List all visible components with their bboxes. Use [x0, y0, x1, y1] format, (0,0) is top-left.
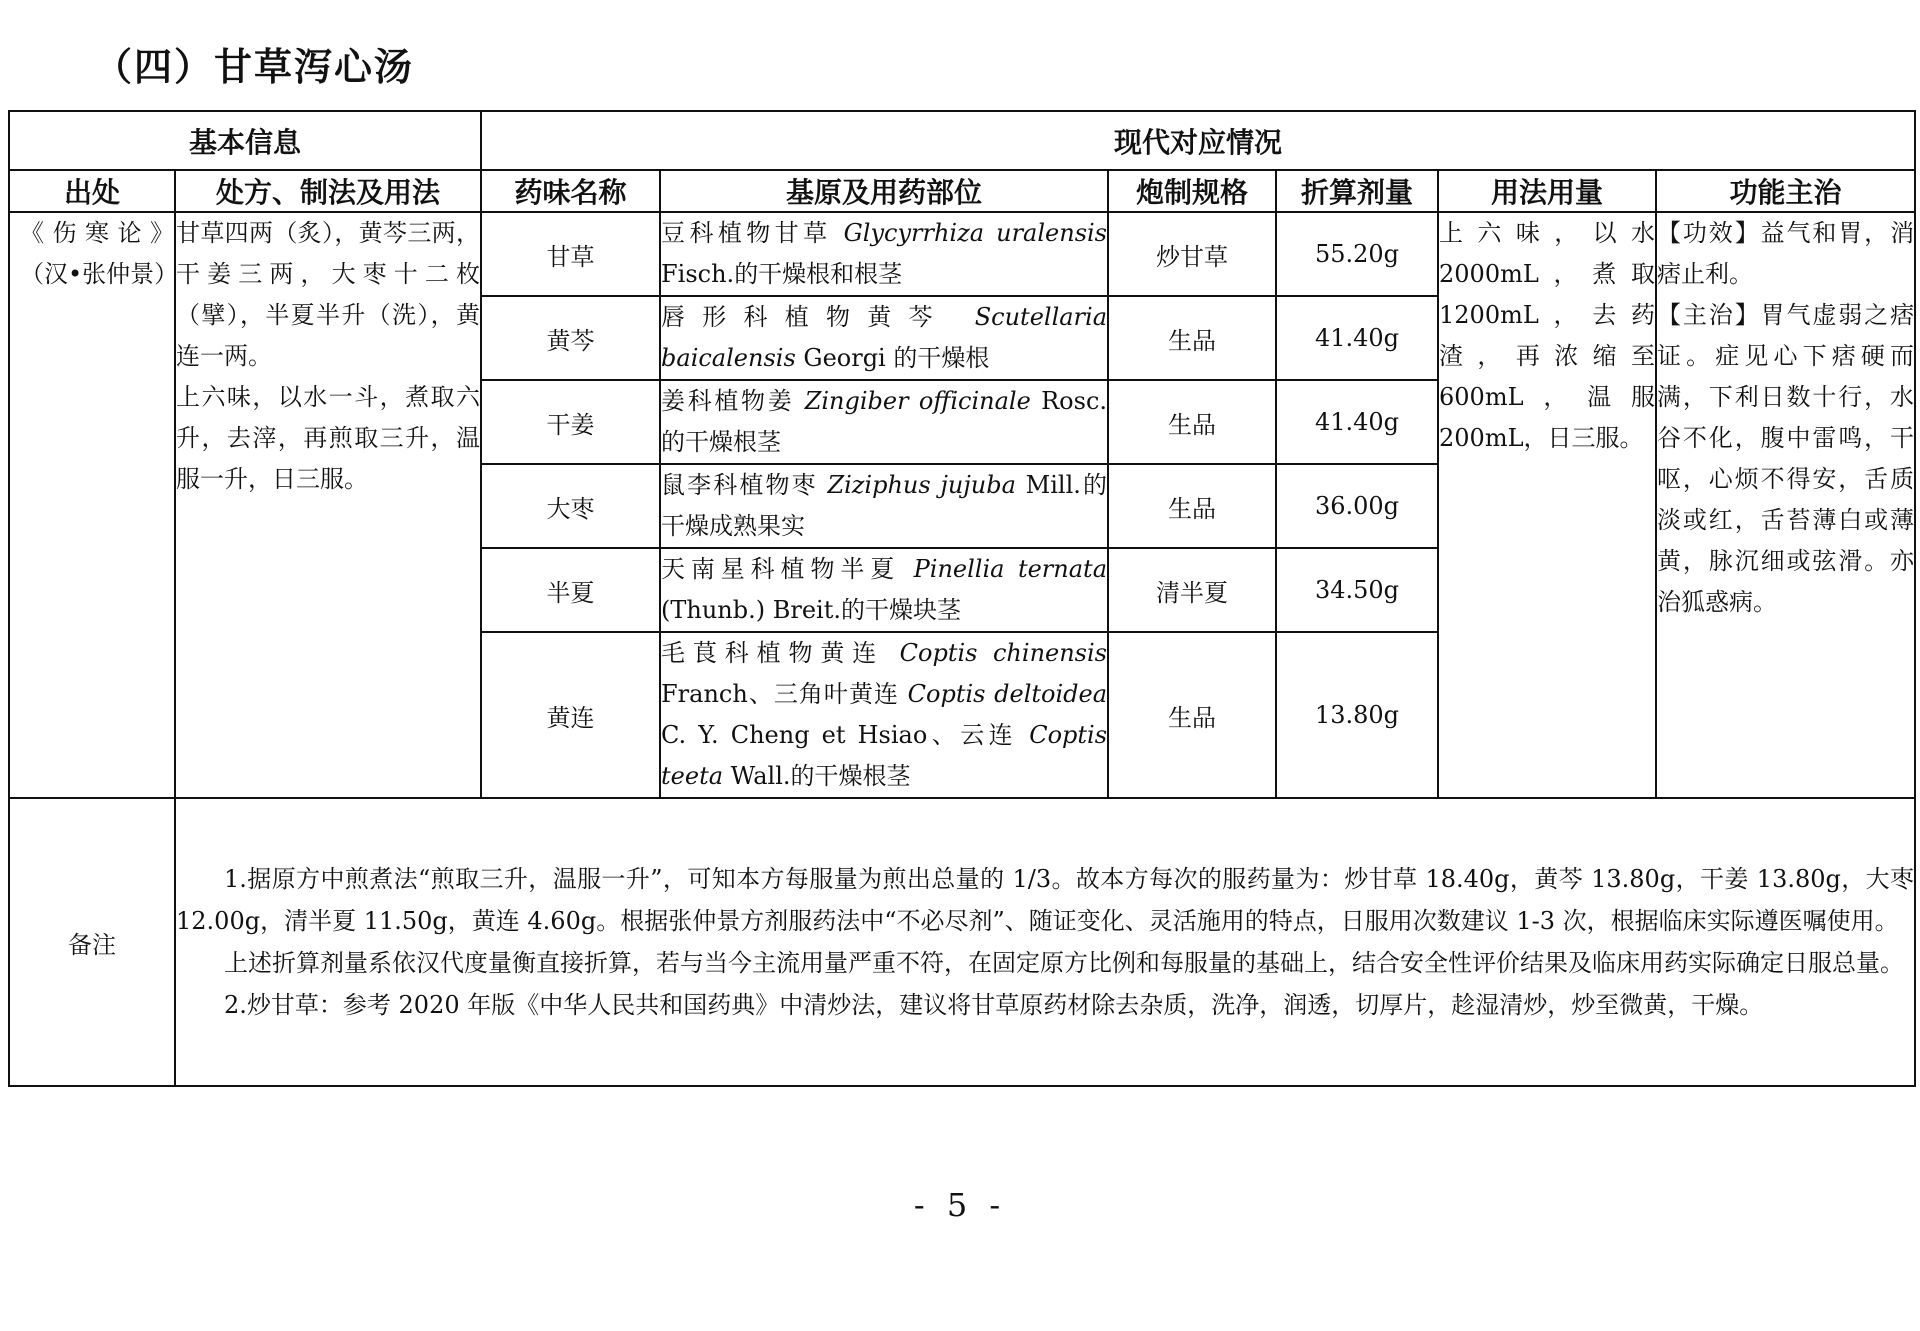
herb-dose: 41.40g — [1276, 296, 1438, 380]
function-main: 【主治】胃气虚弱之痞证。症见心下痞硬而满，下利日数十行，水谷不化，腹中雷鸣，干呕，心烦不得安，舌质淡或红，舌苔薄白或薄黄，脉沉细或弦滑。亦治狐惑病。 — [1657, 301, 1915, 616]
function-effect: 【功效】益气和胃，消痞止利。 — [1657, 219, 1915, 288]
herb-name: 黄连 — [481, 632, 660, 798]
header-basic-info: 基本信息 — [9, 111, 481, 170]
source-text: 《伤寒论》（汉•张仲景） — [20, 219, 179, 288]
remarks-cell — [175, 798, 1915, 1086]
page-number: - 5 - — [913, 1186, 1007, 1224]
table-row — [9, 212, 1915, 296]
header-prescription: 处方、制法及用法 — [175, 170, 481, 212]
herb-origin: 姜科植物姜 Zingiber officinale Rosc.的干燥根茎 — [660, 380, 1108, 464]
herb-name: 半夏 — [481, 548, 660, 632]
formula-table — [8, 110, 1916, 1087]
remark-paragraph: 上述折算剂量系依汉代度量衡直接折算，若与当今主流用量严重不符，在固定原方比例和每服量的基础上，结合安全性评价结果及临床用药实际确定日服总量。 — [224, 949, 1904, 977]
herb-name: 黄芩 — [481, 296, 660, 380]
herb-name: 干姜 — [481, 380, 660, 464]
usage-text: 上六味，以水2000mL，煮取1200mL，去药渣，再浓缩至600mL，温服200mL，日三服。 — [1439, 219, 1656, 452]
herb-processing: 生品 — [1108, 632, 1276, 798]
header-usage: 用法用量 — [1438, 170, 1656, 212]
herb-origin: 毛茛科植物黄连 Coptis chinensis Franch、三角叶黄连 Coptis deltoidea C. Y. Cheng et Hsiao、云连 Coptis teeta Wall.的干燥根茎 — [660, 632, 1108, 798]
herb-processing: 生品 — [1108, 380, 1276, 464]
herb-name: 甘草 — [481, 212, 660, 296]
function-cell — [1656, 212, 1915, 798]
usage-cell — [1438, 212, 1656, 798]
herb-processing: 生品 — [1108, 464, 1276, 548]
header-herb-name: 药味名称 — [481, 170, 660, 212]
prescription-text: 甘草四两（炙），黄芩三两，干姜三两，大枣十二枚（擘），半夏半升（洗），黄连一两。 — [176, 219, 481, 370]
source-cell — [9, 212, 179, 798]
header-modern: 现代对应情况 — [481, 111, 1915, 170]
remarks-row — [9, 798, 1915, 1086]
herb-origin: 豆科植物甘草 Glycyrrhiza uralensis Fisch.的干燥根和根茎 — [660, 212, 1108, 296]
header-function: 功能主治 — [1656, 170, 1915, 212]
remark-paragraph: 2.炒甘草：参考 2020 年版《中华人民共和国药典》中清炒法，建议将甘草原药材除去杂质，洗净，润透，切厚片，趁湿清炒，炒至微黄，干燥。 — [224, 991, 1764, 1019]
herb-processing: 炒甘草 — [1108, 212, 1276, 296]
page-heading: （四）甘草泻心汤 — [94, 45, 415, 89]
herb-processing: 清半夏 — [1108, 548, 1276, 632]
herb-name: 大枣 — [481, 464, 660, 548]
herb-dose: 13.80g — [1276, 632, 1438, 798]
header-origin: 基原及用药部位 — [660, 170, 1108, 212]
herb-dose: 55.20g — [1276, 212, 1438, 296]
herb-origin: 鼠李科植物枣 Ziziphus jujuba Mill.的干燥成熟果实 — [660, 464, 1108, 548]
header-processing: 炮制规格 — [1108, 170, 1276, 212]
prescription-cell — [175, 212, 481, 798]
herb-dose: 34.50g — [1276, 548, 1438, 632]
remarks-label: 备注 — [9, 798, 175, 1086]
herb-dose: 41.40g — [1276, 380, 1438, 464]
remark-paragraph: 1.据原方中煎煮法“煎取三升，温服一升”，可知本方每服量为煎出总量的 1/3。故本方每次的服药量为：炒甘草 18.40g，黄芩 13.80g，干姜 13.80g，大枣 12.00g，清半夏 11.50g，黄连 4.60g。根据张仲景方剂服药法中“不必尽剂”、随证变化、灵活施用的特点，日服用次数建议 1-3 次，根据临床实际遵医嘱使用。 — [176, 865, 1915, 935]
herb-origin: 唇形科植物黄芩 Scutellaria baicalensis Georgi 的干燥根 — [660, 296, 1108, 380]
herb-processing: 生品 — [1108, 296, 1276, 380]
herb-dose: 36.00g — [1276, 464, 1438, 548]
header-dose: 折算剂量 — [1276, 170, 1438, 212]
method-text: 上六味，以水一斗，煮取六升，去滓，再煎取三升，温服一升，日三服。 — [176, 383, 481, 493]
herb-origin: 天南星科植物半夏 Pinellia ternata (Thunb.) Breit.的干燥块茎 — [660, 548, 1108, 632]
header-source: 出处 — [9, 170, 175, 212]
